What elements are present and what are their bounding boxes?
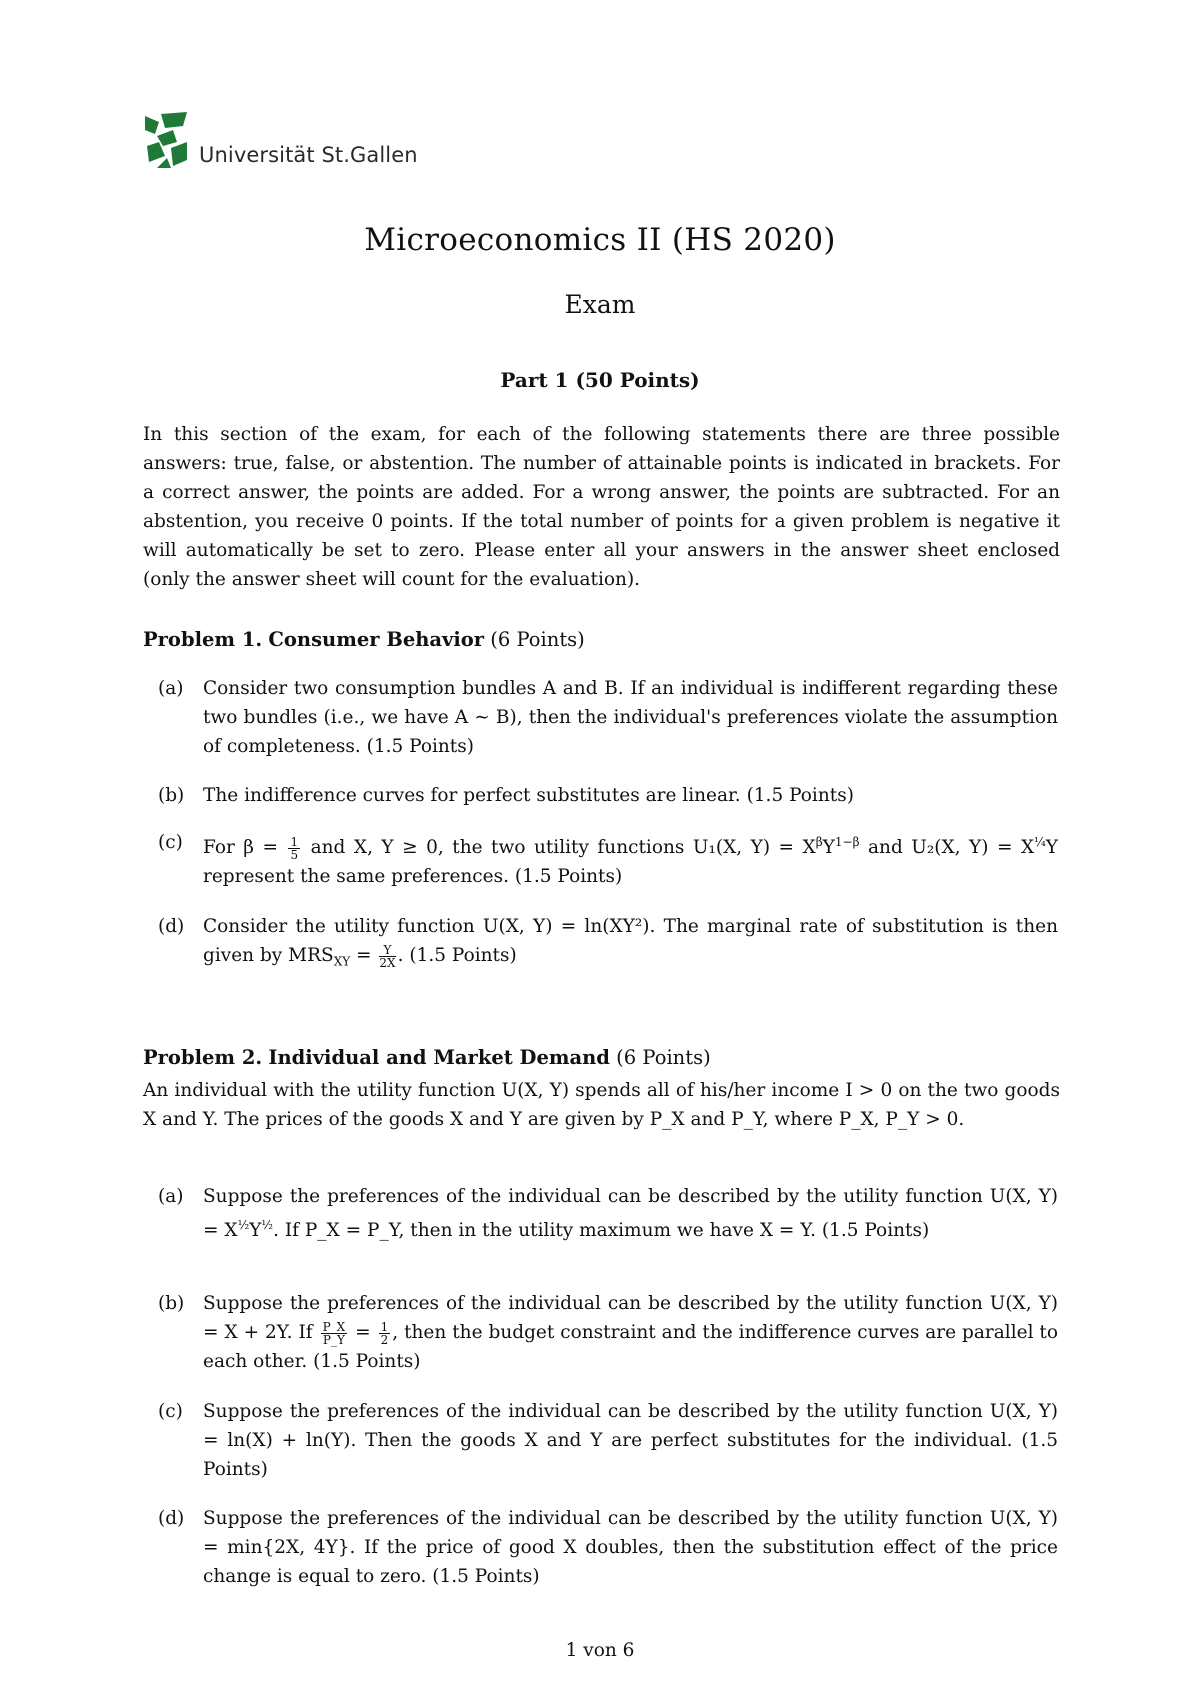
- text-segment: Y: [822, 837, 835, 859]
- item-label: (c): [158, 832, 183, 853]
- fraction-denominator: 2: [380, 1332, 389, 1347]
- fraction-denominator: P_Y: [322, 1332, 345, 1347]
- text-segment: . If P_X = P_Y, then in the utility maximum we have X = Y. (1.5 Points): [273, 1220, 930, 1242]
- problem-2-item-a: [158, 1182, 1058, 1245]
- problem-2-label: Problem 2.: [143, 1046, 263, 1069]
- item-label: (c): [158, 1401, 183, 1422]
- superscript: 1−β: [834, 835, 860, 849]
- fraction-denominator: 5: [290, 847, 299, 862]
- item-label: (d): [158, 1508, 185, 1529]
- university-name: Universität St.Gallen: [199, 143, 418, 167]
- text-segment: =: [349, 1322, 377, 1343]
- problem-1-item-a: [158, 674, 1058, 761]
- subscript: XY: [333, 954, 351, 969]
- problem-1-item-c: [158, 828, 1058, 891]
- superscript: ½: [237, 1218, 250, 1232]
- fraction: [288, 836, 300, 861]
- problem-2-item-c: [158, 1397, 1058, 1484]
- problem-1-item-b: [158, 781, 1058, 810]
- text-segment: . (1.5 Points): [397, 945, 517, 966]
- part-intro: In this section of the exam, for each of the following statements there are three possible answers: true, false, or abstention. The number of attainable points is indicated in brackets. For a correct answer, the points are added. For a wrong answer, the points are subtracted. For an abstention, you receive 0 points. If the total number of points for a given problem is negative it will automatically be set to zero. Please enter all your answers in the answer sheet enclosed (only the answer sheet will count for the evaluation).: [143, 424, 1060, 590]
- problem-1-points: (6 Points): [490, 628, 585, 651]
- text-segment: Consider the utility function U(X, Y) = ln(XY²). The marginal rate of substitution is then given by MRS: [203, 916, 1058, 966]
- page-number: 1 von 6: [565, 1640, 635, 1661]
- fraction-numerator: Y: [379, 944, 395, 957]
- exam-title: Microeconomics II (HS 2020): [364, 222, 836, 258]
- problem-1-item-d: [158, 912, 1058, 977]
- text-segment: For β =: [203, 837, 287, 859]
- text-segment: Y represent the same preferences. (1.5 Points): [203, 837, 1058, 888]
- problem-2-intro: An individual with the utility function U(X, Y) spends all of his/her income I > 0 on the two goods X and Y. The prices of the goods X and Y are given by P_X and P_Y, where P_X, P_Y > 0.: [143, 1080, 1060, 1130]
- text-segment: and U₂(X, Y) = X: [859, 837, 1035, 859]
- text-segment: Y: [249, 1220, 262, 1242]
- problem-2-name: Individual and Market Demand: [268, 1046, 610, 1069]
- item-text: Suppose the preferences of the individual can be described by the utility function U(X, Y) = min{2X, 4Y}. If the price of good X doubles, then the substitution effect of the price change is equal to zero. (1.5 Points): [203, 1508, 1058, 1587]
- exam-subtitle: Exam: [564, 290, 636, 319]
- item-label: (b): [158, 785, 185, 806]
- fraction-numerator: 1: [380, 1319, 389, 1334]
- fraction-numerator: P_X: [322, 1319, 346, 1334]
- problem-1-label: Problem 1.: [143, 628, 263, 651]
- fraction-numerator: 1: [290, 834, 299, 849]
- item-label: (d): [158, 916, 185, 937]
- fraction: [321, 1321, 348, 1346]
- problem-1-heading: [143, 628, 1060, 651]
- problem-2-item-d: [158, 1504, 1058, 1591]
- item-label: (a): [158, 1186, 184, 1207]
- text-segment: Suppose the preferences of the individual can be described by the utility function U(X, Y) = X + 2Y. If: [203, 1293, 1058, 1343]
- item-text: The indifference curves for perfect substitutes are linear. (1.5 Points): [203, 785, 854, 806]
- text-segment: Suppose the preferences of the individual can be described by the utility function U(X, Y) = X: [203, 1186, 1058, 1242]
- university-logo: [143, 112, 418, 168]
- text-segment: , then the budget constraint and the indifference curves are parallel to each other. (1.5 Points): [203, 1322, 1059, 1372]
- fraction: [379, 944, 395, 969]
- fraction-denominator: 2X: [379, 955, 396, 970]
- item-text: [203, 1182, 1058, 1245]
- superscript: ½: [261, 1218, 274, 1232]
- item-text: Consider two consumption bundles A and B. If an individual is indifferent regarding these two bundles (i.e., we have A ∼ B), then the individual's preferences violate the assumption of completeness. (1.5 Points): [203, 678, 1058, 757]
- fraction: [379, 1321, 391, 1346]
- item-label: (b): [158, 1293, 185, 1314]
- item-text: [203, 828, 1058, 891]
- part-heading: Part 1 (50 Points): [500, 368, 700, 392]
- problem-2-item-b: [158, 1289, 1058, 1376]
- item-label: (a): [158, 678, 184, 699]
- superscript: ¼: [1034, 835, 1046, 849]
- text-segment: =: [350, 945, 378, 966]
- problem-2-heading: [143, 1046, 1060, 1069]
- problem-1-name: Consumer Behavior: [268, 628, 485, 651]
- problem-2-points: (6 Points): [616, 1046, 711, 1069]
- item-text: Suppose the preferences of the individual can be described by the utility function U(X, Y) = ln(X) + ln(Y). Then the goods X and Y are perfect substitutes for the individual. (1.5 Points): [203, 1401, 1058, 1480]
- text-segment: and X, Y ≥ 0, the two utility functions U₁(X, Y) = X: [302, 837, 816, 859]
- item-text: [203, 912, 1058, 977]
- superscript: β: [815, 835, 823, 849]
- hsg-emblem-icon: [143, 112, 189, 168]
- item-text: [203, 1289, 1058, 1376]
